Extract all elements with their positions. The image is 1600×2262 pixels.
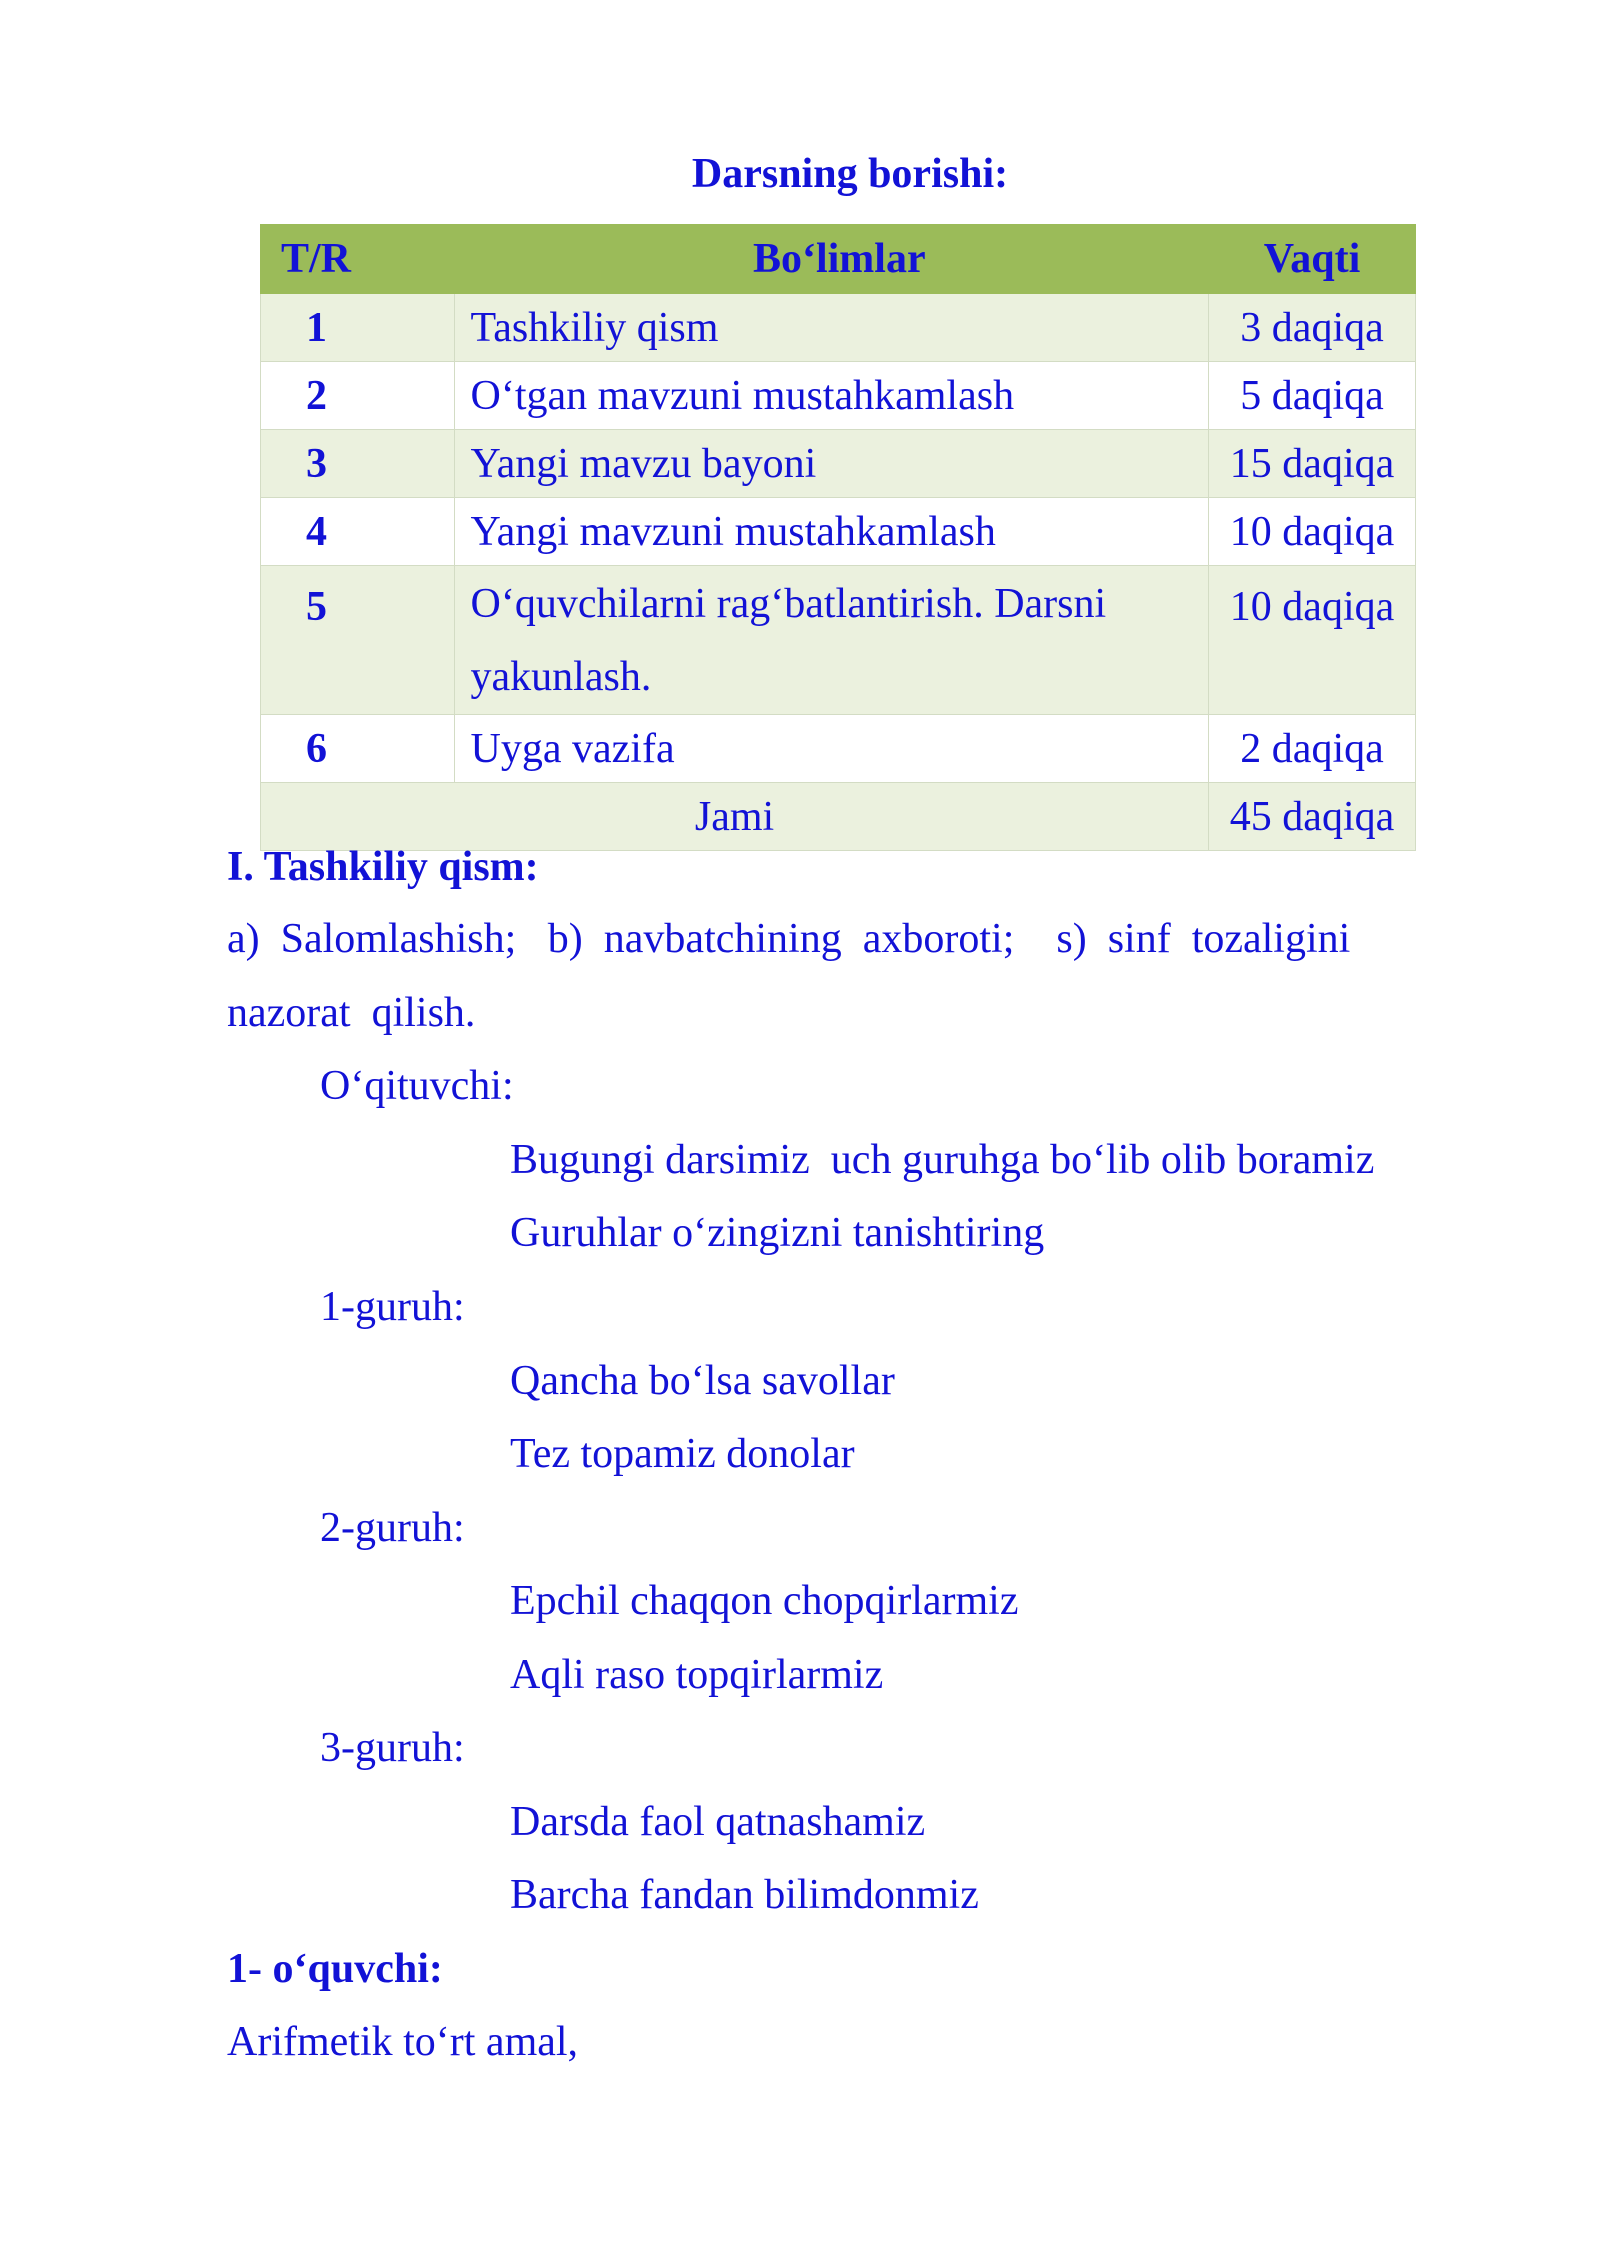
total-label: Jami — [261, 783, 1209, 851]
row-section: Uyga vazifa — [454, 715, 1209, 783]
row-number: 3 — [261, 430, 455, 498]
table-row — [261, 430, 1416, 498]
row-section-line: O‘quvchilarni rag‘batlantirish. Darsni — [470, 581, 1107, 627]
student-label: 1- o‘quvchi: — [227, 1946, 443, 1992]
group-label: 2-guruh: — [320, 1505, 465, 1551]
row-section: Yangi mavzuni mustahkamlash — [454, 498, 1209, 566]
row-number: 2 — [261, 362, 455, 430]
row-section — [454, 566, 1209, 715]
section-title: I. Tashkiliy qism: — [227, 844, 539, 890]
table-total-row — [261, 783, 1416, 851]
row-time: 10 daqiqa — [1209, 566, 1416, 715]
table-row — [261, 362, 1416, 430]
verse-line: Bugungi darsimiz uch guruhga bo‘lib olib boramiz — [510, 1137, 1375, 1183]
verse-line: Epchil chaqqon chopqirlarmiz — [510, 1578, 1019, 1624]
verse-line: Barcha fandan bilimdonmiz — [510, 1872, 979, 1918]
table-row — [261, 566, 1416, 715]
table-row — [261, 498, 1416, 566]
verse-line: Aqli raso topqirlarmiz — [510, 1652, 884, 1698]
header-time: Vaqti — [1209, 225, 1416, 294]
header-sections: Bo‘limlar — [454, 225, 1209, 294]
verse-line: Tez topamiz donolar — [510, 1431, 855, 1477]
row-number: 5 — [261, 566, 455, 715]
group-label: 1-guruh: — [320, 1284, 465, 1330]
lesson-flow-heading: Darsning borishi: — [691, 151, 1009, 197]
table-header-row — [261, 225, 1416, 294]
verse-line: Qancha bo‘lsa savollar — [510, 1358, 895, 1404]
row-time: 15 daqiqa — [1209, 430, 1416, 498]
verse-line: Darsda faol qatnashamiz — [510, 1799, 926, 1845]
paragraph-line: nazorat qilish. — [227, 990, 476, 1036]
lesson-plan-table — [260, 224, 1416, 851]
row-time: 10 daqiqa — [1209, 498, 1416, 566]
table-row — [261, 715, 1416, 783]
row-number: 4 — [261, 498, 455, 566]
row-section-line: yakunlash. — [470, 654, 652, 700]
paragraph-line: a) Salomlashish; b) navbatchining axboroti; s) sinf tozaligini — [227, 916, 1351, 962]
row-number: 6 — [261, 715, 455, 783]
row-time: 3 daqiqa — [1209, 294, 1416, 362]
row-section: Yangi mavzu bayoni — [454, 430, 1209, 498]
row-time: 5 daqiqa — [1209, 362, 1416, 430]
row-number: 1 — [261, 294, 455, 362]
row-section: Tashkiliy qism — [454, 294, 1209, 362]
teacher-label: O‘qituvchi: — [320, 1063, 514, 1109]
total-time: 45 daqiqa — [1209, 783, 1416, 851]
row-time: 2 daqiqa — [1209, 715, 1416, 783]
header-number: T/R — [261, 225, 455, 294]
paragraph-line: Arifmetik to‘rt amal, — [227, 2019, 579, 2065]
verse-line: Guruhlar o‘zingizni tanishtiring — [510, 1210, 1045, 1256]
group-label: 3-guruh: — [320, 1725, 465, 1771]
table-row — [261, 294, 1416, 362]
row-section: O‘tgan mavzuni mustahkamlash — [454, 362, 1209, 430]
